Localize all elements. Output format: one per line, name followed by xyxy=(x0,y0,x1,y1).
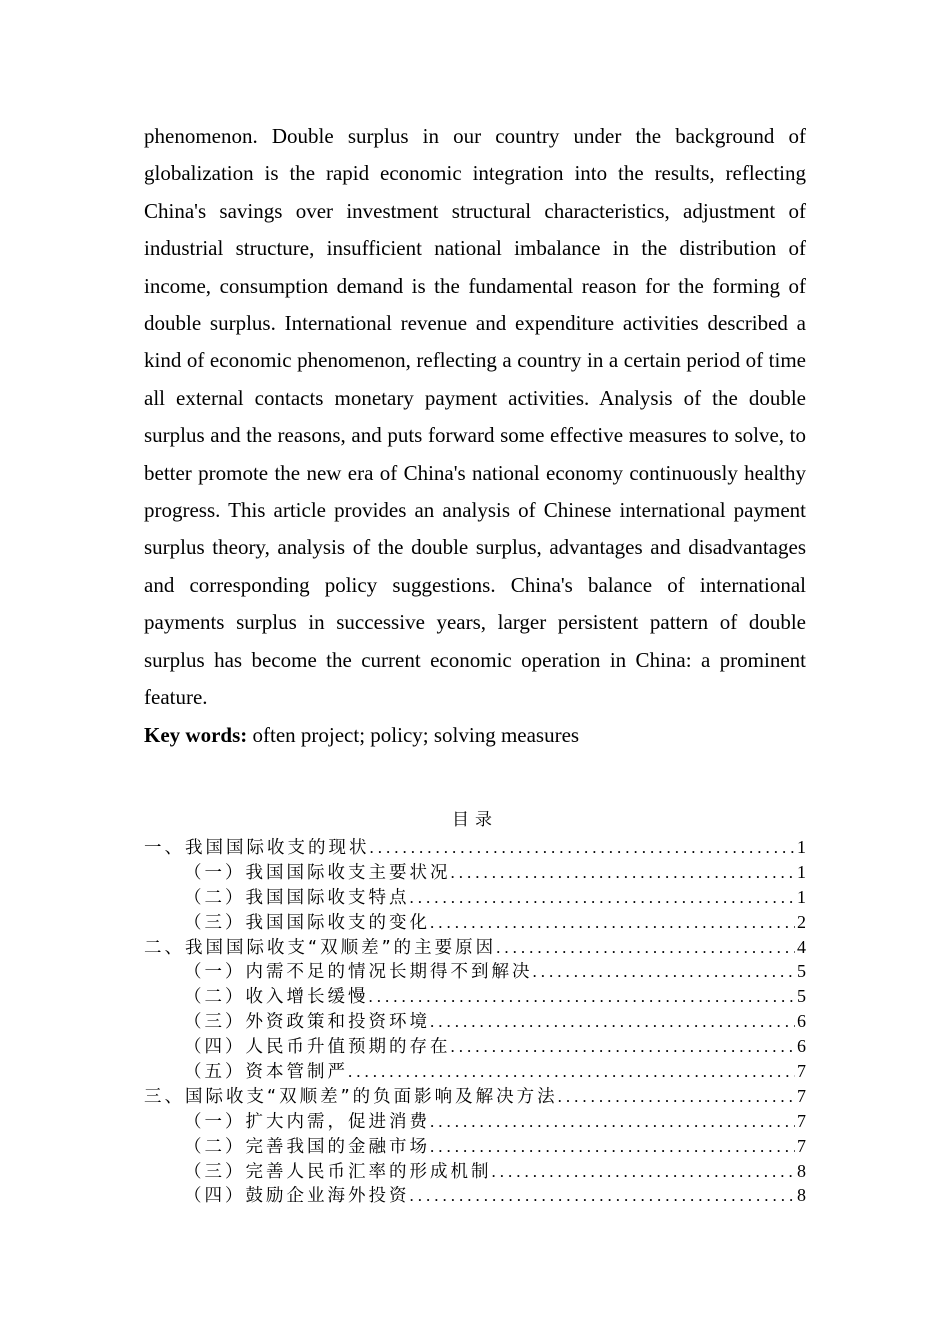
toc-entry[interactable] xyxy=(144,934,806,959)
toc-leader-dots xyxy=(430,1112,795,1132)
toc-entry-text: 二、我国国际收支“双顺差”的主要原因 xyxy=(144,937,497,958)
toc-leader-dots xyxy=(558,1087,795,1107)
toc-entry[interactable] xyxy=(144,1108,806,1133)
toc-page-number: 6 xyxy=(797,1036,806,1057)
toc-entry-text: （三）完善人民币汇率的形成机制 xyxy=(184,1161,492,1182)
toc-page-number: 7 xyxy=(797,1061,806,1082)
toc-page-number: 5 xyxy=(797,986,806,1007)
toc-entry-text: （五）资本管制严 xyxy=(184,1062,348,1083)
toc-entry-text: （二）完善我国的金融市场 xyxy=(184,1136,430,1157)
toc-entry[interactable] xyxy=(144,1058,806,1083)
abstract-body: phenomenon. Double surplus in our country under the background of globalization is the rapid economic integration into the results, reflecting China's savings over investment structural characteristics, adjustment of industrial structure, insufficient national imbalance in the distribution of income, consumption demand is the fundamental reason for the forming of double surplus. International revenue and expenditure activities described a kind of economic phenomenon, reflecting a country in a certain period of time all external contacts monetary payment activities. Analysis of the double surplus and the reasons, and puts forward some effective measures to solve, to better promote the new era of China's national economy continuously healthy progress. This article provides an analysis of Chinese international payment surplus theory, analysis of the double surplus, advantages and disadvantages and corresponding policy suggestions. China's balance of international payments surplus in successive years, larger persistent pattern of double surplus has become the current economic operation in China: a prominent feature. xyxy=(144,124,806,710)
toc-page-number: 4 xyxy=(797,936,806,957)
toc-entry[interactable] xyxy=(144,983,806,1008)
toc-leader-dots xyxy=(430,1012,795,1032)
toc-entry[interactable] xyxy=(144,859,806,884)
toc-leader-dots xyxy=(451,1037,796,1057)
toc-entry-text: （四）人民币升值预期的存在 xyxy=(184,1037,451,1058)
keywords-label: Key words: xyxy=(144,722,248,747)
toc-leader-dots xyxy=(348,1062,795,1082)
toc-entry-text: （四）鼓励企业海外投资 xyxy=(184,1186,410,1207)
toc-entry-text: （一）我国国际收支主要状况 xyxy=(184,862,451,883)
table-of-contents xyxy=(144,808,806,1207)
toc-entry[interactable] xyxy=(144,909,806,934)
toc-leader-dots xyxy=(451,863,796,883)
toc-entry-text: （三）外资政策和投资环境 xyxy=(184,1012,430,1033)
toc-entry[interactable] xyxy=(144,834,806,859)
toc-entry-text: （二）收入增长缓慢 xyxy=(184,987,369,1008)
toc-entry-text: （二）我国国际收支特点 xyxy=(184,887,410,908)
toc-page-number: 6 xyxy=(797,1011,806,1032)
toc-entry[interactable] xyxy=(144,1133,806,1158)
toc-leader-dots xyxy=(496,938,795,958)
keywords-text: often project; policy; solving measures xyxy=(247,722,580,747)
toc-entry-text: 一、我国国际收支的现状 xyxy=(144,838,370,858)
toc-page-number: 8 xyxy=(797,1185,806,1206)
toc-entry-text: （一）扩大内需，促进消费 xyxy=(184,1111,430,1132)
toc-leader-dots xyxy=(369,987,796,1007)
toc-leader-dots xyxy=(430,1137,795,1157)
toc-page-number: 7 xyxy=(797,1085,806,1106)
toc-leader-dots xyxy=(410,888,796,908)
toc-page-number: 1 xyxy=(797,837,806,857)
toc-leader-dots xyxy=(410,1186,796,1206)
toc-entry-text: （一）内需不足的情况长期得不到解决 xyxy=(184,962,533,983)
toc-page-number: 2 xyxy=(797,911,806,932)
toc-entry[interactable] xyxy=(144,1008,806,1033)
abstract-section xyxy=(144,118,806,754)
toc-leader-dots xyxy=(370,838,796,858)
toc-leader-dots xyxy=(533,962,796,982)
toc-entry[interactable] xyxy=(144,958,806,983)
toc-title: 目录 xyxy=(452,810,498,830)
toc-leader-dots xyxy=(492,1162,796,1182)
toc-page-number: 5 xyxy=(797,961,806,982)
toc-entry-text: 三、国际收支“双顺差”的负面影响及解决方法 xyxy=(144,1086,558,1107)
toc-entry[interactable] xyxy=(144,1158,806,1183)
toc-leader-dots xyxy=(430,913,795,933)
toc-page-number: 7 xyxy=(797,1135,806,1156)
toc-entry-text: （三）我国国际收支的变化 xyxy=(184,912,430,933)
toc-page-number: 8 xyxy=(797,1160,806,1181)
toc-page-number: 1 xyxy=(797,886,806,907)
keywords-line xyxy=(144,717,806,754)
toc-page-number: 1 xyxy=(797,861,806,882)
toc-entry[interactable] xyxy=(144,884,806,909)
toc-entry[interactable] xyxy=(144,1033,806,1058)
toc-page-number: 7 xyxy=(797,1110,806,1131)
toc-entry[interactable] xyxy=(144,1182,806,1207)
toc-entry[interactable] xyxy=(144,1083,806,1108)
